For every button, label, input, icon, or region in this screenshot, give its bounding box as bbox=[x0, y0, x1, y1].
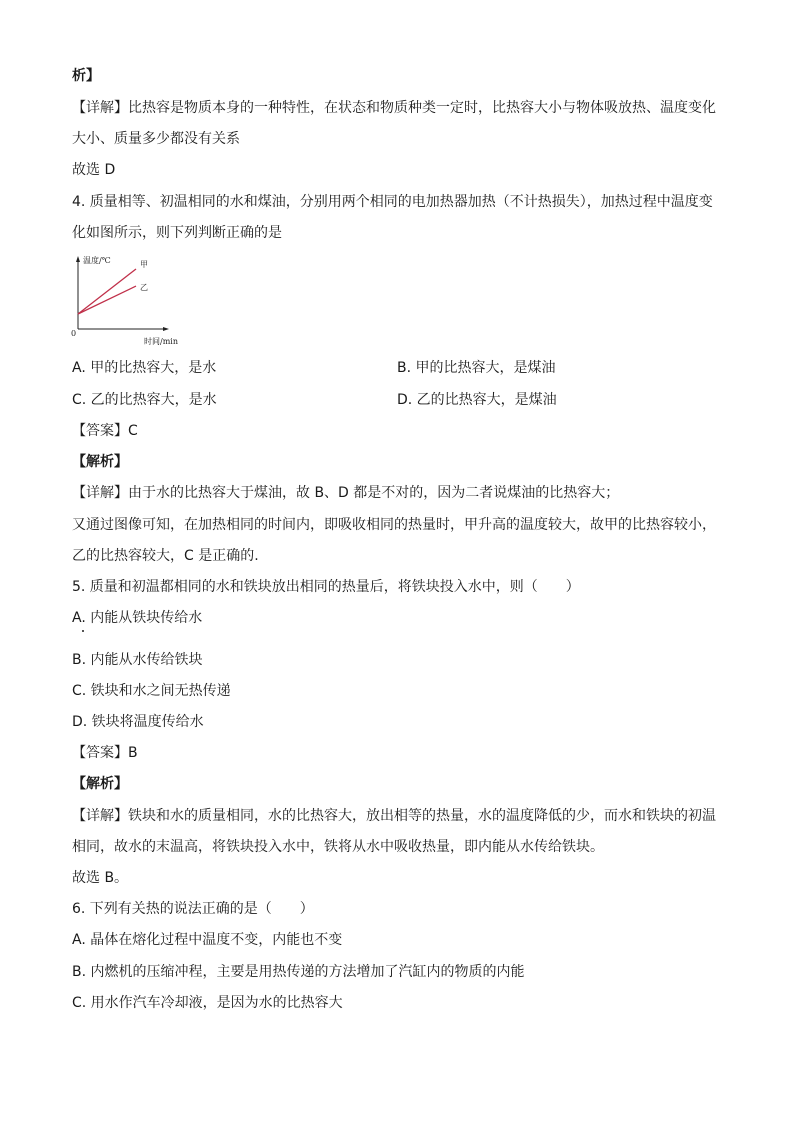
q5-option-b: B. 内能从水传给铁块 bbox=[72, 652, 203, 668]
analysis-tail: 析】 bbox=[72, 68, 100, 84]
q4-option-d: D. 乙的比热容大，是煤油 bbox=[397, 392, 557, 408]
temperature-time-chart bbox=[66, 253, 190, 349]
q5-option-a: A. 内能从铁块传给水 bbox=[72, 610, 203, 626]
q5-option-c: C. 铁块和水之间无热传递 bbox=[72, 683, 231, 699]
question-4: 4. 质量相等、初温相同的水和煤油，分别用两个相同的电加热器加热（不计热损失），加热过程中温度变 bbox=[72, 194, 713, 210]
x-axis-label: 时间/min bbox=[144, 337, 178, 346]
question-4-cont: 化如图所示，则下列判断正确的是 bbox=[72, 225, 282, 241]
series-label-jia: 甲 bbox=[140, 260, 148, 269]
q5-detail-1: 【详解】铁块和水的质量相同，水的比热容大，放出相等的热量，水的温度降低的少，而水和铁块的初温 bbox=[72, 808, 716, 824]
q6-option-a: A. 晶体在熔化过程中温度不变，内能也不变 bbox=[72, 932, 343, 948]
q4-analysis-heading: 【解析】 bbox=[72, 454, 128, 470]
q4-option-c: C. 乙的比热容大，是水 bbox=[72, 392, 217, 408]
origin-label: 0 bbox=[71, 329, 77, 338]
series-label-yi: 乙 bbox=[140, 283, 148, 293]
series-line-yi bbox=[78, 286, 136, 314]
q5-option-d: D. 铁块将温度传给水 bbox=[72, 714, 204, 730]
q5-analysis-heading: 【解析】 bbox=[72, 776, 128, 792]
q4-detail-3: 乙的比热容较大，C 是正确的. bbox=[72, 548, 259, 564]
scan-dot bbox=[82, 630, 84, 632]
detail-explanation: 【详解】比热容是物质本身的一种特性，在状态和物质种类一定时，比热容大小与物体吸放热、温度变化 bbox=[72, 100, 716, 116]
question-5: 5. 质量和初温都相同的水和铁块放出相同的热量后，将铁块投入水中，则（ ） bbox=[72, 579, 580, 595]
q5-detail-2: 相同，故水的末温高，将铁块投入水中，铁将从水中吸收热量，即内能从水传给铁块。 bbox=[72, 839, 604, 855]
q5-answer: 【答案】B bbox=[72, 745, 138, 761]
chart-axes bbox=[76, 256, 169, 331]
q6-option-b: B. 内燃机的压缩冲程，主要是用热传递的方法增加了汽缸内的物质的内能 bbox=[72, 964, 525, 980]
q4-option-a: A. 甲的比热容大，是水 bbox=[72, 360, 217, 376]
question-6: 6. 下列有关热的说法正确的是（ ） bbox=[72, 901, 314, 917]
detail-explanation-cont: 大小、质量多少都没有关系 bbox=[72, 131, 240, 147]
q4-answer: 【答案】C bbox=[72, 423, 138, 439]
q5-detail-3: 故选 B。 bbox=[72, 870, 129, 886]
q4-option-b: B. 甲的比热容大，是煤油 bbox=[397, 360, 556, 376]
answer-choice-line: 故选 D bbox=[72, 162, 116, 178]
q4-detail-2: 又通过图像可知，在加热相同的时间内，即吸收相同的热量时，甲升高的温度较大，故甲的比热容较小， bbox=[72, 517, 716, 533]
q6-option-c: C. 用水作汽车冷却液，是因为水的比热容大 bbox=[72, 995, 343, 1011]
x-axis-arrow bbox=[163, 327, 169, 331]
series-line-jia bbox=[78, 269, 136, 314]
q4-detail-1: 【详解】由于水的比热容大于煤油，故 B、D 都是不对的，因为二者说煤油的比热容大； bbox=[72, 485, 620, 501]
y-axis-arrow bbox=[76, 256, 80, 262]
y-axis-label: 温度/℃ bbox=[83, 256, 111, 265]
